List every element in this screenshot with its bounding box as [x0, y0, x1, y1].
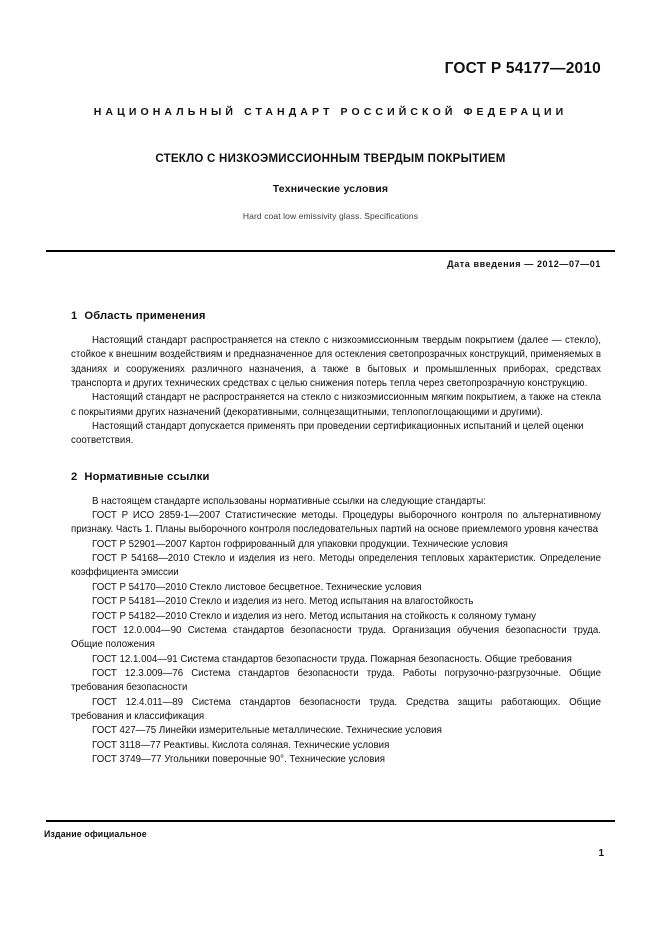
section-1-heading: [71, 310, 601, 322]
section-2-title: Нормативные ссылки: [84, 470, 210, 483]
reference-item: ГОСТ Р 54168—2010 Стекло и изделия из него. Методы определения тепловых характеристик. Определение коэффициента эмиссии: [71, 553, 601, 579]
reference-item: ГОСТ 12.3.009—76 Система стандартов безопасности труда. Работы погрузочно-разгрузочные. Общие требования безопасности: [71, 667, 601, 694]
section-spacer: [71, 449, 601, 471]
section-1-paragraph: Настоящий стандарт допускается применять при проведении сертификационных испытаний и целей оценки соответствия.: [71, 421, 584, 447]
section-1-title: Область применения: [84, 310, 206, 322]
page-number: 1: [598, 848, 604, 859]
section-1-number: 1: [71, 310, 78, 322]
reference-item: ГОСТ 12.1.004—91 Система стандартов безопасности труда. Пожарная безопасность. Общие требования: [92, 653, 572, 665]
national-standard-banner: НАЦИОНАЛЬНЫЙ СТАНДАРТ РОССИЙСКОЙ ФЕДЕРАЦИИ: [93, 106, 568, 118]
reference-item: ГОСТ 3118—77 Реактивы. Кислота соляная. Технические условия: [92, 739, 390, 751]
reference-item: ГОСТ 427—75 Линейки измерительные металлические. Технические условия: [92, 725, 442, 737]
reference-item: ГОСТ Р ИСО 2859-1—2007 Статистические методы. Процедуры выборочного контроля по альтернативному признаку. Часть 1. Планы выборочного контроля последовательных партий на основе приемлемого уровня качества: [71, 510, 601, 536]
introduction-date: Дата введения — 2012—07—01: [447, 259, 601, 269]
reference-item: ГОСТ Р 54182—2010 Стекло и изделия из него. Метод испытания на стойкость к соляному туману: [92, 610, 536, 622]
edition-note: Издание официальное: [44, 829, 147, 839]
reference-item: ГОСТ Р 52901—2007 Картон гофрированный для упаковки продукции. Технические условия: [92, 538, 508, 550]
section-1-paragraph: Настоящий стандарт распространяется на стекло с низкоэмиссионным твердым покрытием (далее — стекло), стойкое к внешним воздействиям и предназначенное для остекления светопрозрачных конструкций, применяемых в зданиях и сооружениях различного назначения, а также в бытовых и промышленных приборах, средствах транспорта и других технических средствах с целью снижения потерь тепла через светопрозрачную конструкцию.: [71, 335, 601, 390]
reference-item: ГОСТ 3749—77 Угольники поверочные 90°. Технические условия: [92, 753, 386, 765]
document-body: [71, 310, 601, 767]
header-divider: [46, 250, 615, 252]
reference-item: ГОСТ 12.0.004—90 Система стандартов безопасности труда. Организация обучения безопасности труда. Общие положения: [71, 624, 601, 651]
reference-item: ГОСТ Р 54181—2010 Стекло и изделия из него. Метод испытания на влагостойкость: [92, 596, 474, 608]
reference-item: ГОСТ 12.4.011—89 Система стандартов безопасности труда. Средства защиты работающих. Общие требования и классификация: [71, 696, 601, 722]
footer-divider: [46, 820, 615, 822]
section-2-lead-text: В настоящем стандарте использованы нормативные ссылки на следующие стандарты:: [92, 495, 486, 507]
reference-item: ГОСТ Р 54170—2010 Стекло листовое бесцветное. Технические условия: [92, 581, 422, 593]
section-2-number: 2: [71, 470, 78, 483]
normative-reference-list: [71, 509, 601, 767]
document-subtitle: Технические условия: [272, 183, 389, 195]
document-title-english: Hard coat low emissivity glass. Specifications: [242, 211, 419, 221]
section-1-paragraph: Настоящий стандарт не распространяется на стекло с низкоэмиссионным мягким покрытием, а также на стекла с покрытиями других назначений (декоративными, солнцезащитными, теплопоглощающими и другими).: [71, 392, 601, 418]
section-2-heading: [71, 471, 601, 483]
document-title: СТЕКЛО С НИЗКОЭМИССИОННЫМ ТВЕРДЫМ ПОКРЫТИЕМ: [155, 153, 506, 165]
standard-code: ГОСТ Р 54177—2010: [444, 60, 601, 77]
